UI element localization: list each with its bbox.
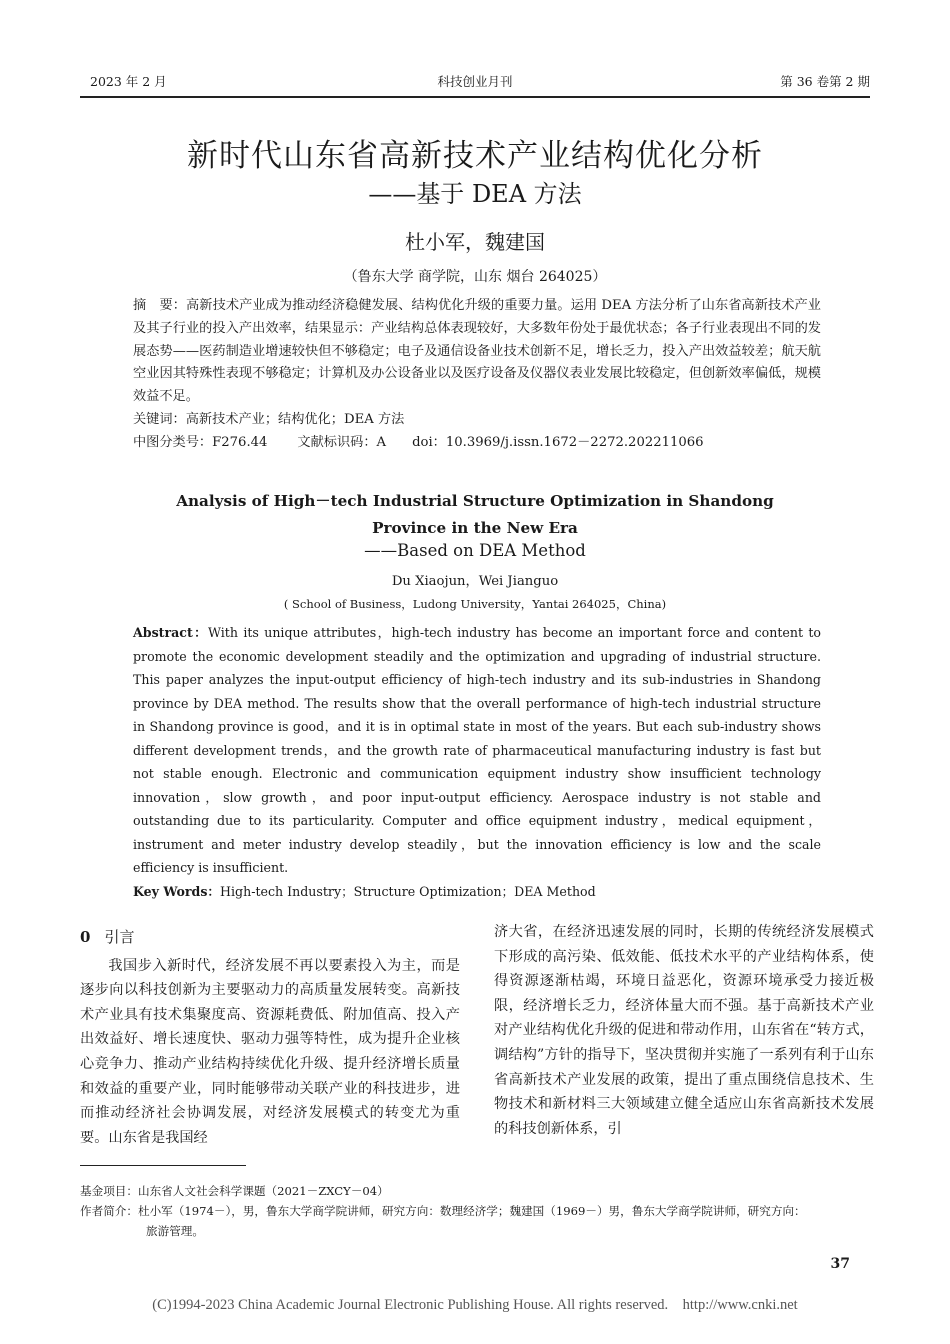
cn-keywords-label: 关键词：: [133, 411, 186, 427]
paper-subtitle: ——基于 DEA 方法: [368, 180, 582, 208]
english-abstract: [133, 621, 821, 903]
en-keywords-text: High-tech Industry；Structure Optimization；DEA Method: [220, 883, 596, 899]
en-abstract-text: With its unique attributes，high-tech industry has become an important force and content to promote the economic development steadily and the optimization and upgrading of industrial structure. This paper analyzes the input-output efficiency of high-tech industry and its sub-industries in Shandong province by DEA method. The results show that the overall performance of high-tech industrial structure in Shandong province is good，and it is in optimal state in most of the years. But each sub-industry shows different development trends，and the growth rate of pharmaceutical manufacturing industry is fast but not stable enough. Electronic and communication equipment industry show insufficient technology innovation，slow growth，and poor input-output efficiency. Aerospace industry is not stable and outstanding due to its particularity. Computer and office equipment industry，medical equipment，instrument and meter industry develop steadily，but the innovation efficiency is low and the scale efficiency is insufficient.: [133, 625, 822, 875]
running-header: [80, 68, 870, 98]
english-title-line2: Province in the New Era: [372, 519, 578, 537]
cn-abstract-label: 摘 要：: [133, 298, 187, 313]
paper-authors: 杜小军，魏建国: [405, 230, 545, 254]
paper-title: 新时代山东省高新技术产业结构优化分析: [187, 138, 763, 174]
cn-keywords: [133, 409, 821, 432]
header-volume: 第 36 卷第 2 期: [780, 74, 870, 89]
intro-paragraph-left: 我国步入新时代，经济发展不再以要素投入为主，而是逐步向以科技创新为主要驱动力的高质量发展转变。高新技术产业具有技术集聚度高、资源耗费低、附加值高、投入产出效益好、增长速度快、驱动力强等特性，成为提升企业核心竞争力、推动产业结构持续优化升级、提升经济增长质量和效益的重要产业，同时能够带动关联产业的科技进步，进而推动经济社会协调发展，对经济发展模式的转变尤为重要。山东省是我国经: [80, 957, 460, 1146]
footnote-bio: 作者简介：杜小军（1974－），男，鲁东大学商学院讲师，研究方向：数理经济学；魏建国（1969－）男，鲁东大学商学院讲师，研究方向：: [80, 1204, 806, 1218]
footnote-divider: [80, 1165, 246, 1166]
en-abstract-label: Abstract：: [133, 625, 209, 640]
intro-paragraph-right: 济大省，在经济迅速发展的同时，长期的传统经济发展模式下形成的高污染、低效能、低技术水平的产业结构体系，使得资源逐渐枯竭，环境日益恶化，资源环境承受力接近极限，经济增长乏力，经济体量大而不强。基于高新技术产业对产业结构优化升级的促进和带动作用，山东省在“转方式，调结构”方针的指导下，坚决贯彻并实施了一系列有利于山东省高新技术产业发展的政策，提出了重点围绕信息技术、生物技术和新材料三大领域建立健全适应山东省高新技术发展的科技创新体系，引: [494, 924, 874, 1137]
doc-code: 文献标识码：A: [297, 434, 387, 450]
section-title: 引言: [104, 928, 135, 946]
clc-number: 中图分类号：F276.44: [133, 434, 268, 450]
body-column-right: [494, 920, 874, 1141]
header-journal: 科技创业月刊: [437, 74, 513, 89]
english-title-line1: Analysis of High－tech Industrial Structure Optimization in Shandong: [176, 492, 774, 510]
footnote-bio-continued: 旅游管理。: [146, 1224, 204, 1238]
cn-abstract-paragraph: [133, 295, 821, 409]
en-keywords: [133, 880, 821, 904]
chinese-abstract: [133, 295, 821, 455]
en-keywords-label: Key Words：: [133, 883, 221, 899]
page-number: 37: [830, 1256, 850, 1272]
cn-abstract-text: 高新技术产业成为推动经济稳健发展、结构优化升级的重要力量。运用 DEA 方法分析了山东省高新技术产业及其子行业的投入产出效率，结果显示：产业结构总体表现较好，大多数年份处于最优状态；各子行业表现出不同的发展态势——医药制造业增速较快但不够稳定；电子及通信设备业技术创新不足，增长乏力，投入产出效益较差；航天航空业因其特殊性表现不够稳定；计算机及办公设备业以及医疗设备及仪器仪表业发展比较稳定，但创新效率偏低，规模效益不足。: [133, 298, 821, 405]
cn-classification: [133, 432, 821, 455]
body-column-left: [80, 925, 460, 1150]
doi: doi：10.3969/j.issn.1672－2272.202211066: [412, 434, 704, 450]
section-number: 0: [80, 928, 91, 946]
footnote-fund: 基金项目：山东省人文社会科学课题（2021－ZXCY－04）: [80, 1184, 389, 1198]
english-authors: Du Xiaojun，Wei Jianguo: [391, 574, 559, 589]
en-abstract-paragraph: [133, 621, 821, 880]
cn-keywords-text: 高新技术产业；结构优化；DEA 方法: [185, 411, 405, 427]
english-affiliation: ( School of Business，Ludong University，Yantai 264025，China): [283, 597, 667, 611]
section-heading: [80, 925, 460, 950]
header-date: 2023 年 2 月: [90, 74, 167, 89]
footnotes: [80, 1181, 880, 1241]
paper-affiliation: （鲁东大学 商学院，山东 烟台 264025）: [343, 269, 607, 285]
english-subtitle: ——Based on DEA Method: [364, 541, 586, 560]
copyright-watermark: (C)1994-2023 China Academic Journal Electronic Publishing House. All rights reserved. http://www.cnki.net: [152, 1297, 798, 1313]
english-title: [0, 488, 950, 542]
